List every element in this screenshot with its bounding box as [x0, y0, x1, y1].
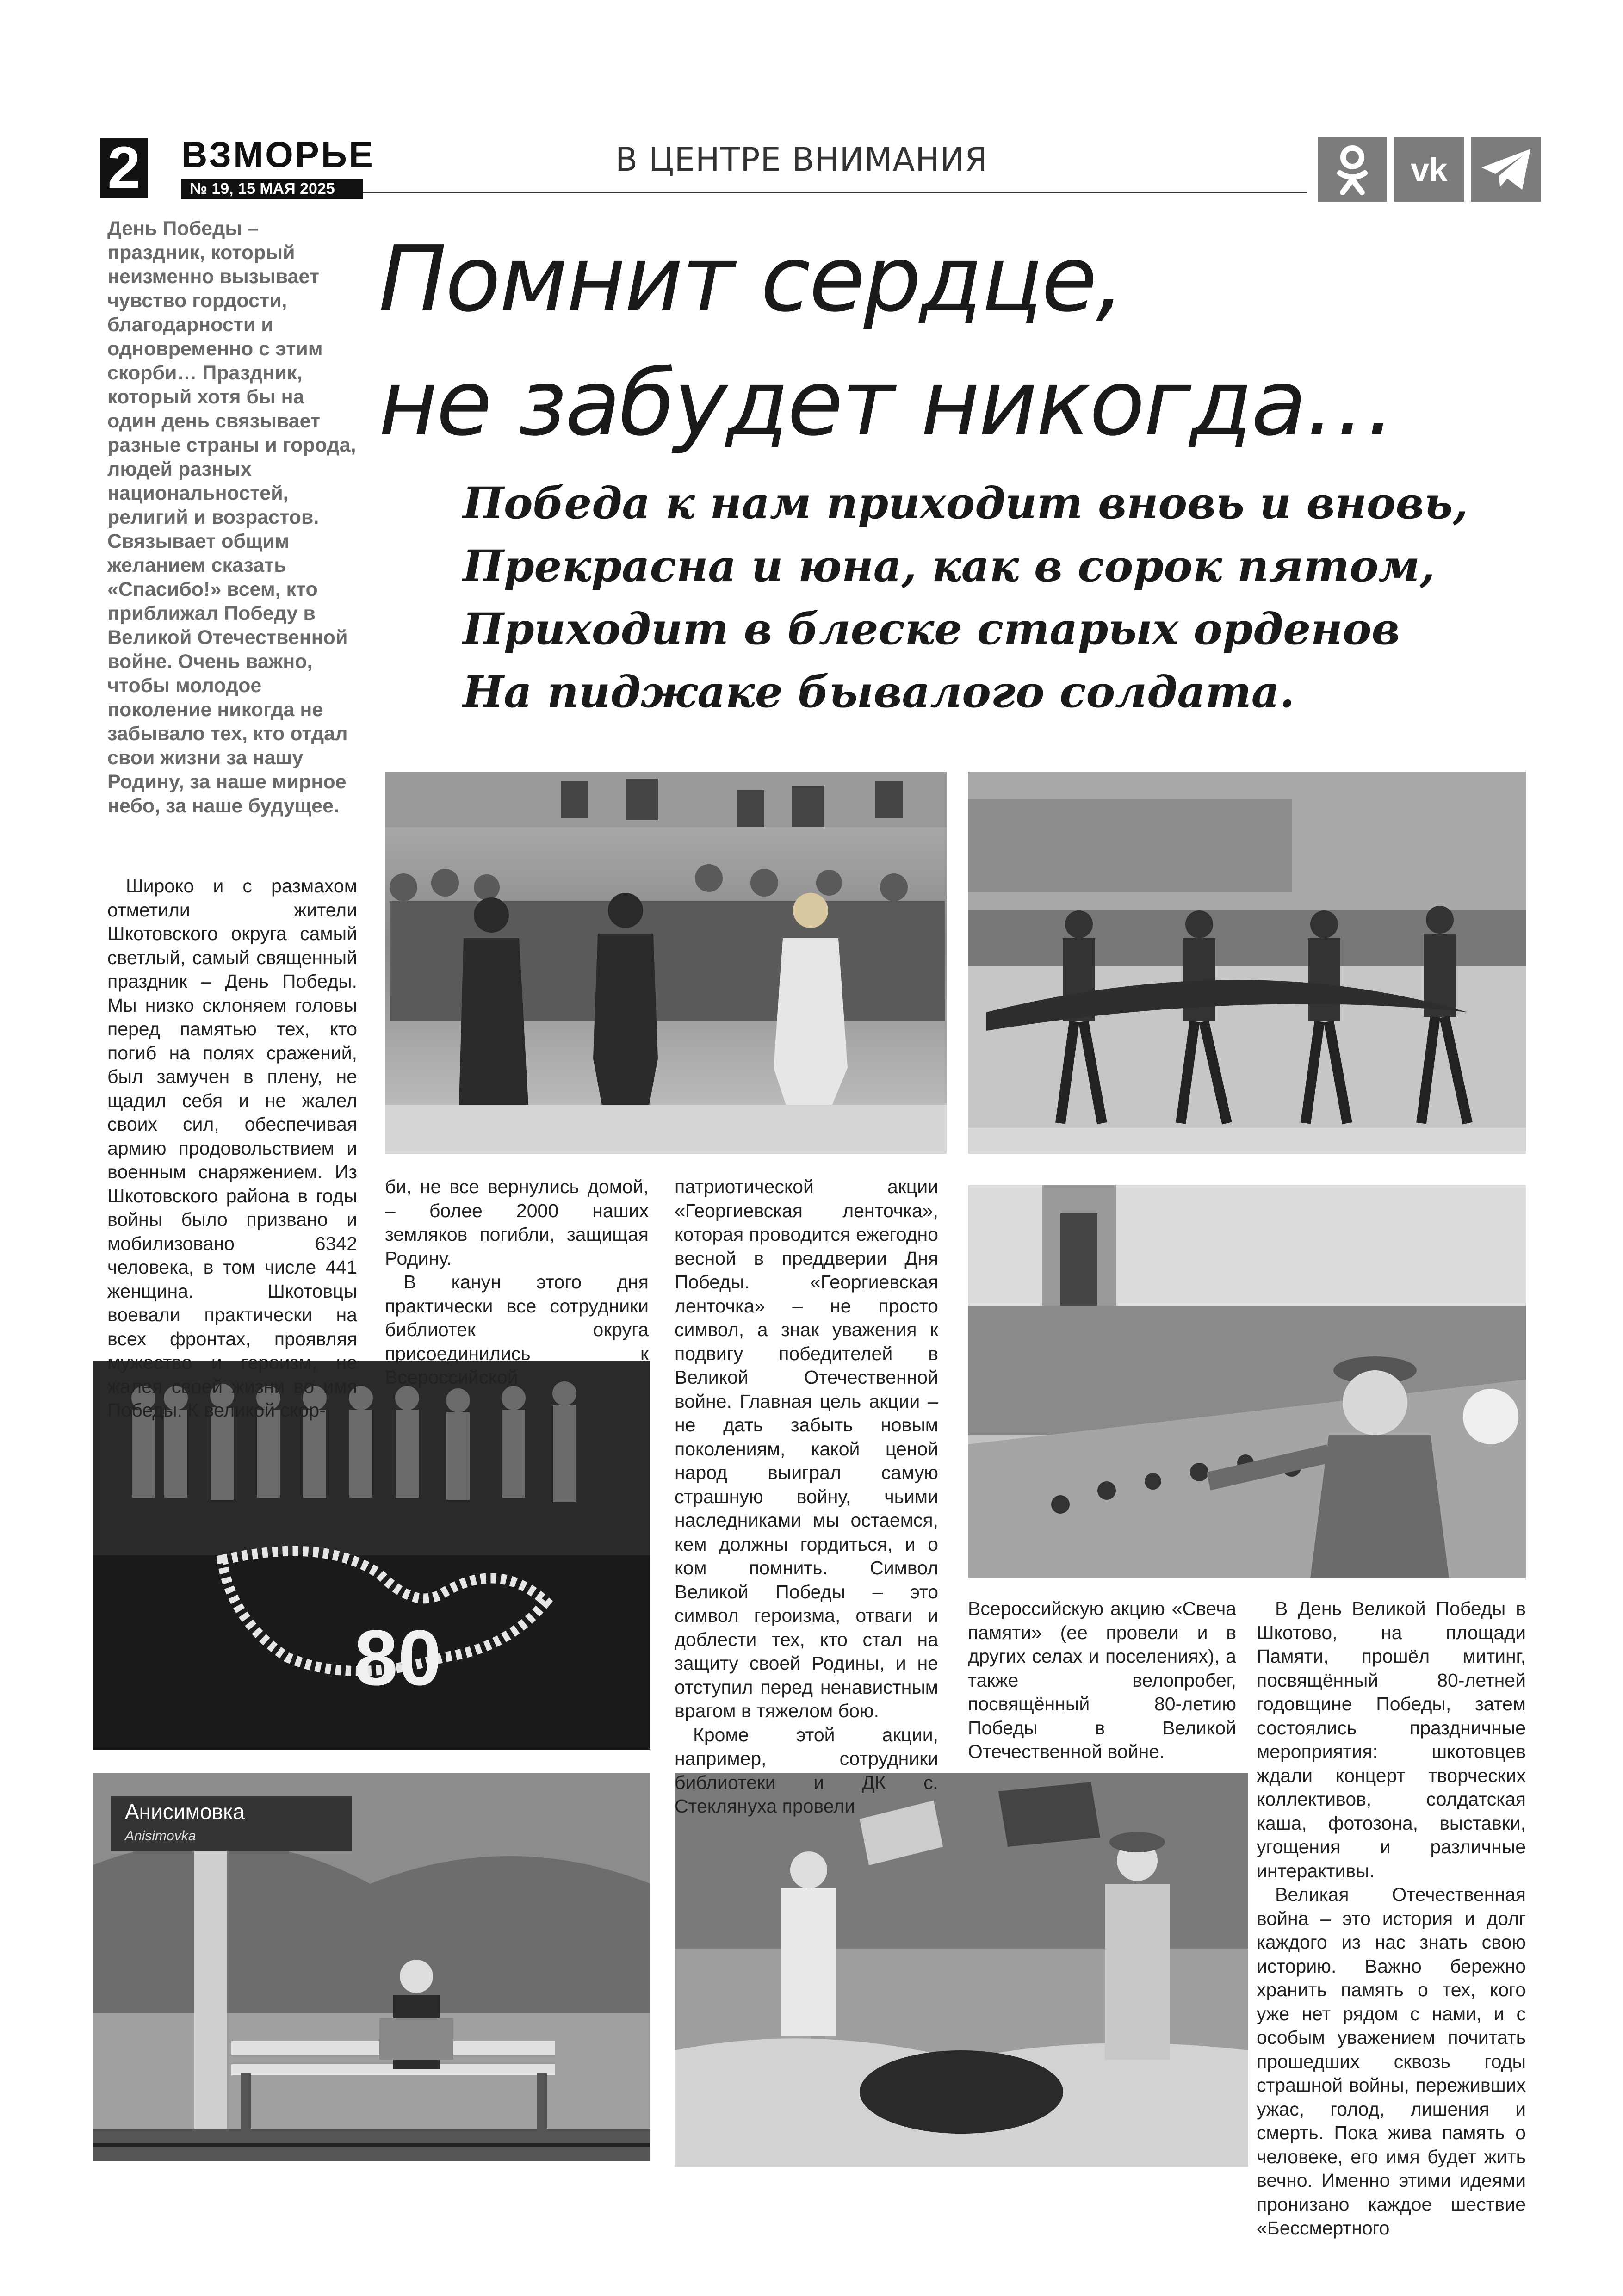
- odnoklassniki-icon[interactable]: [1318, 137, 1387, 202]
- poem-line: Приходит в блеске старых орденов: [463, 604, 1400, 655]
- candles-number: 80: [354, 1614, 442, 1702]
- photo-wreath-laying-officials: [385, 772, 947, 1154]
- photo-cadets-wreath: [968, 772, 1526, 1154]
- paragraph: би, не все вернулись домой, – более 2000 наших земляков погибли, защищая Родину.: [385, 1176, 649, 1269]
- issue-number: № 19, 15 МАЯ 2025: [181, 179, 363, 199]
- svg-text:vk: vk: [1410, 152, 1448, 189]
- poem-line: Победа к нам приходит вновь и вновь,: [463, 478, 1468, 529]
- title-line: не забудет никогда…: [378, 351, 1395, 456]
- column-1: [107, 874, 357, 1423]
- photo-laying-flowers: [968, 1185, 1526, 1578]
- poem-line: На пиджаке бывалого солдата.: [463, 667, 1295, 718]
- column-5: [1257, 1597, 1526, 2240]
- column-3: [675, 1175, 938, 1819]
- epigraph-poem: [463, 472, 1481, 724]
- paragraph: В канун этого дня практически все сотрудники библиотек округа присоединились к Всероссийской: [385, 1271, 649, 1388]
- photo-guard-of-honor: [675, 1773, 1248, 2167]
- vk-icon[interactable]: [1394, 137, 1464, 202]
- paragraph: Кроме этой акции, например, сотрудники библиотеки и ДК с. Стеклянуха провели: [675, 1724, 938, 1817]
- column-4: [968, 1597, 1236, 1764]
- paragraph: патриотической акции «Георгиевская ленточка», которая проводится ежегодно весной в преддверии Дня Победы. «Георгиевская ленточка» – не просто символ, а знак уважения к подвигу победителей в Великой Отечественной войне. Главная цель акции – не дать забыть новым поколениям, какой ценой народ выиграл самую страшную войну, чьими наследниками мы остаемся, кем должны гордиться, и о ком помнить. Символ Великой Победы – это символ героизма, отваги и доблести тех, кто стал на защиту своей Родины, и не отступил перед ненавистным врагом в тяжелом бою.: [675, 1176, 938, 1721]
- column-2: [385, 1175, 649, 1390]
- newspaper-logo: ВЗМОРЬЕ: [181, 134, 375, 175]
- article-title: [378, 217, 1489, 465]
- header-rule: [363, 192, 1307, 193]
- photo-accordion-station: [93, 1773, 650, 2161]
- station-sign-name: Анисимовка: [125, 1800, 245, 1824]
- paragraph: Широко и с размахом отметили жители Шкотовского округа самый светлый, самый священный праздник – День Победы. Мы низко склоняем головы перед памятью тех, кто погиб на полях сражений, был замучен в плену, не щадил себя и не жалел своих сил, обеспечивая армию продовольствием и военным снаряжением. Из Шкотовского района в годы войны было призвано и мобилизовано 6342 человека, в том числе 441 женщина. Шкотовцы воевали практически на всех фронтах, проявляя мужество и героизм, не жалея своей жизни во имя Победы. К великой скор-: [107, 875, 357, 1421]
- station-sign-latin: Anisimovka: [125, 1828, 196, 1844]
- article-lead: День Победы – праздник, который неизменно вызывает чувство гордости, благодарности и одновременно с этим скорби… Праздник, который хотя бы на один день связывает разные страны и города, людей разных национальностей, религий и возрастов. Связывает общим желанием сказать «Спасибо!» всем, кто приближал Победу в Великой Отечественной войне. Очень важно, чтобы молодое поколение никогда не забывало тех, кто отдал свои жизни за нашу Родину, за наше мирное небо, за наше будущее.: [107, 217, 356, 817]
- paragraph: Великая Отечественная война – это история и долг каждого из нас знать свою историю. Важно бережно хранить память о тех, кого уже нет рядом с нами, и с особым уважением почитать прошедших сквозь годы страшной войны, переживших ужас, голод, лишения и смерть. Пока жива память о человеке, его имя будет жить вечно. Именно этими идеями пронизано каждое шествие «Бессмертного: [1257, 1884, 1526, 2239]
- poem-line: Прекрасна и юна, как в сорок пятом,: [463, 541, 1435, 592]
- telegram-icon[interactable]: [1471, 137, 1541, 202]
- paragraph: Всероссийскую акцию «Свеча памяти» (ее провели и в других селах и поселениях), а также велопробег, посвящённый 80-летию Победы в Великой Отечественной войне.: [968, 1598, 1236, 1762]
- page-number: 2: [100, 138, 148, 198]
- paragraph: В День Великой Победы в Шкотово, на площади Памяти, прошёл митинг, посвящённый 80-летней годовщине Победы, затем состоялись праздничные мероприятия: шкотовцев ждали концерт творческих коллективов, солдатская каша, фотозона, выставки, угощения и различные интерактивы.: [1257, 1598, 1526, 1881]
- title-line: Помнит сердце,: [378, 227, 1123, 332]
- rubric-title: В ЦЕНТРЕ ВНИМАНИЯ: [615, 141, 988, 179]
